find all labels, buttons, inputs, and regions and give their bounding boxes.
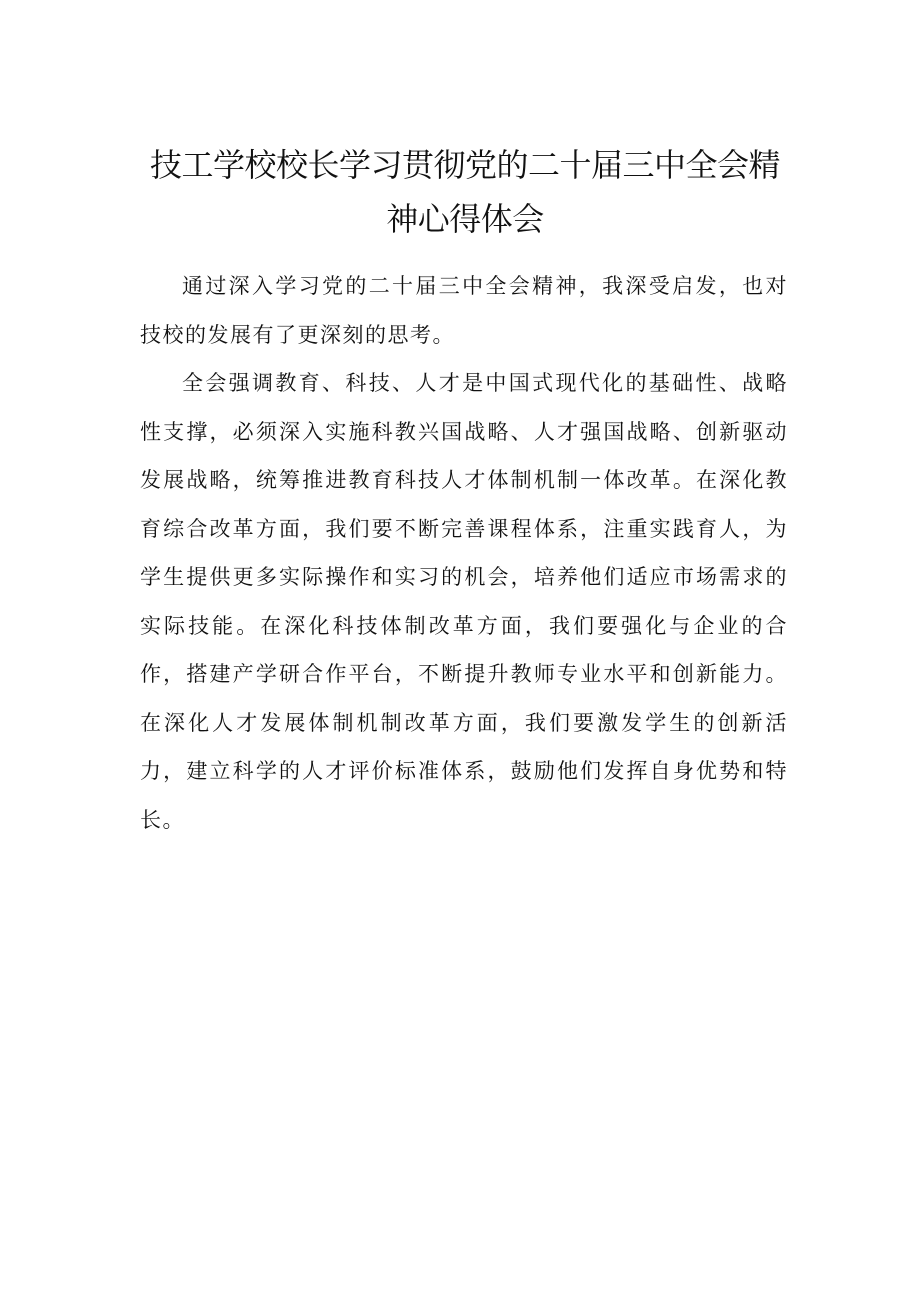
paragraph-2: 全会强调教育、科技、人才是中国式现代化的基础性、战略性支撑，必须深入实施科教兴国战略、人才强国战略、创新驱动发展战略，统筹推进教育科技人才体制机制一体改革。在深化教育综合改革方面，我们要不断完善课程体系，注重实践育人，为学生提供更多实际操作和实习的机会，培养他们适应市场需求的实际技能。在深化科技体制改革方面，我们要强化与企业的合作，搭建产学研合作平台，不断提升教师专业水平和创新能力。在深化人才发展体制机制改革方面，我们要激发学生的创新活力，建立科学的人才评价标准体系，鼓励他们发挥自身优势和特长。 (140, 371, 788, 832)
paragraph-1: 通过深入学习党的二十届三中全会精神，我深受启发，也对技校的发展有了更深刻的思考。 (140, 274, 788, 347)
title-line-1: 技工学校校长学习贯彻党的二十届三中全会精 (149, 146, 780, 184)
title-line-2: 神心得体会 (386, 200, 544, 238)
document-body (140, 262, 788, 844)
document-title (140, 138, 790, 246)
